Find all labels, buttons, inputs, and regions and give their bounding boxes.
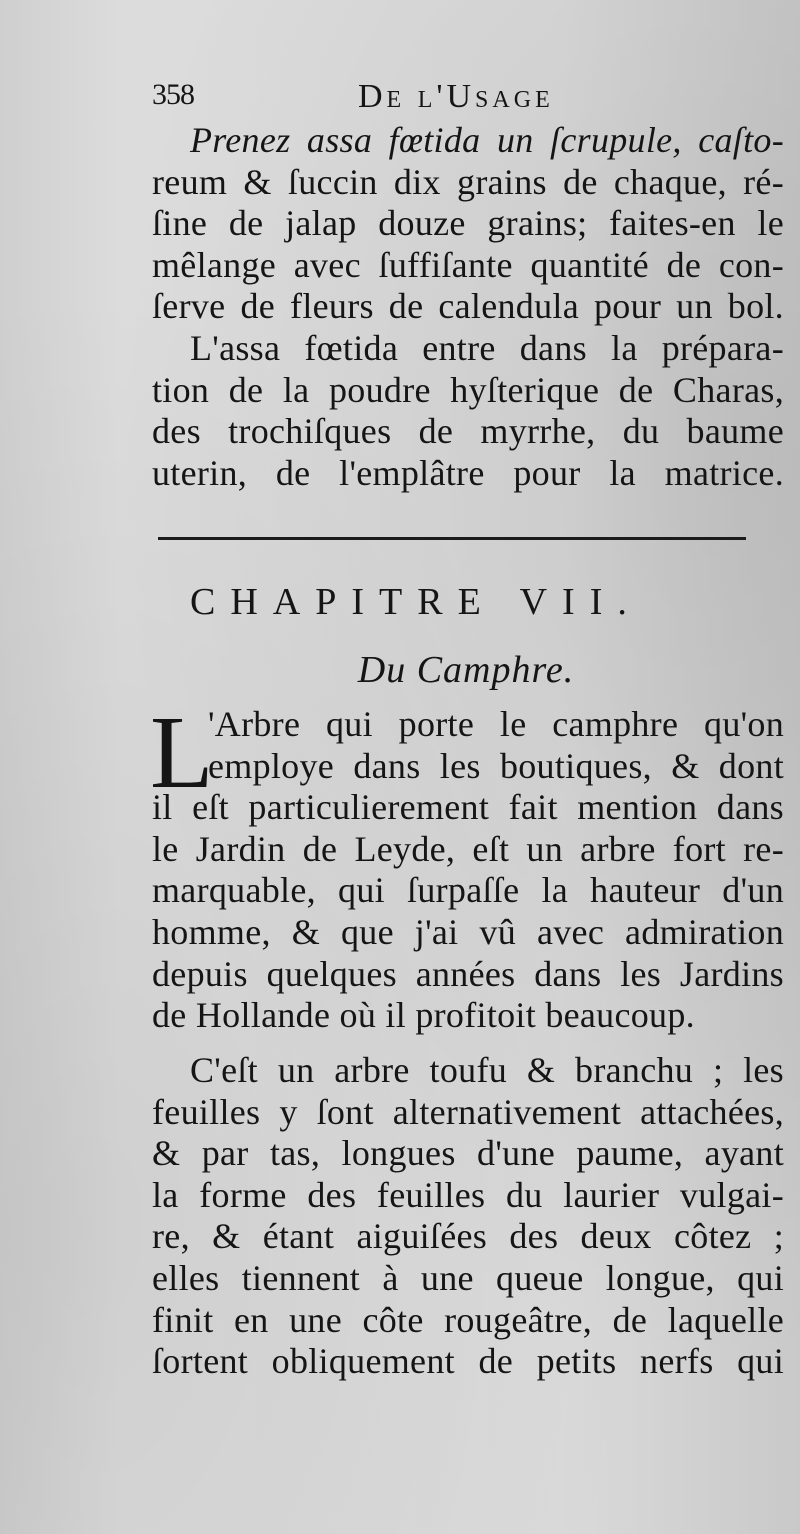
- chapter-subtitle: Du Camphre.: [357, 649, 575, 691]
- text-line: & par tas, longues d'une paume, ayant: [152, 1133, 784, 1174]
- recipe-line-1: Prenez assa fœtida un ſcrupule, caſto-: [190, 120, 784, 160]
- text-line: il eſt particulierement fait mention dans: [152, 787, 784, 828]
- text-line: de Hollande où il profitoit beaucoup.: [152, 995, 695, 1036]
- running-title: De l'Usage: [358, 78, 554, 115]
- text-line: la forme des feuilles du laurier vulgai-: [152, 1174, 784, 1215]
- running-head: [152, 78, 752, 122]
- section-divider: [158, 537, 746, 540]
- recipe-paragraphs: [152, 120, 784, 494]
- text-line: homme, & que j'ai vû avec admiration: [152, 911, 784, 952]
- text-line: tion de la poudre hyſterique de Charas,: [152, 369, 784, 410]
- text-line: feuilles y ſont alternativement attachées,: [152, 1091, 784, 1132]
- text-line: reum & ſuccin dix grains de chaque, ré-: [152, 161, 784, 202]
- drop-capital: L: [150, 695, 214, 810]
- text-line: ſerve de fleurs de calendula pour un bol.: [152, 286, 784, 327]
- text-line: finit en une côte rougeâtre, de laquelle: [152, 1299, 784, 1340]
- text-line: ſine de jalap douze grains; faites-en le: [152, 203, 784, 244]
- text-line: le Jardin de Leyde, eſt un arbre fort re-: [152, 828, 784, 869]
- chapter-title: CHAPITRE VII.: [190, 581, 642, 623]
- text-line: employe dans les boutiques, & dont: [208, 745, 784, 786]
- text-line: des trochiſques de myrrhe, du baume: [152, 411, 784, 452]
- text-line: 'Arbre qui porte le camphre qu'on: [208, 704, 784, 744]
- camphor-paragraph-1: [150, 695, 784, 1037]
- text-line: depuis quelques années dans les Jardins: [152, 953, 784, 994]
- text-line: [152, 120, 784, 162]
- text-line: elles tiennent à une queue longue, qui: [152, 1257, 784, 1298]
- text-line: mêlange avec ſuffiſante quantité de con-: [152, 244, 784, 285]
- page-number: 358: [152, 78, 194, 111]
- text-line: C'eſt un arbre toufu & branchu ; les: [190, 1050, 784, 1090]
- text-line: marquable, qui ſurpaſſe la hauteur d'un: [152, 870, 784, 911]
- text-line: re, & étant aiguiſées des deux côtez ;: [152, 1216, 784, 1257]
- camphor-paragraph-2: [152, 1050, 784, 1383]
- text-line: ſortent obliquement de petits nerfs qui: [152, 1341, 784, 1382]
- text-line: uterin, de l'emplâtre pour la matrice.: [152, 452, 784, 493]
- text-line: L'assa fœtida entre dans la prépara-: [190, 327, 784, 368]
